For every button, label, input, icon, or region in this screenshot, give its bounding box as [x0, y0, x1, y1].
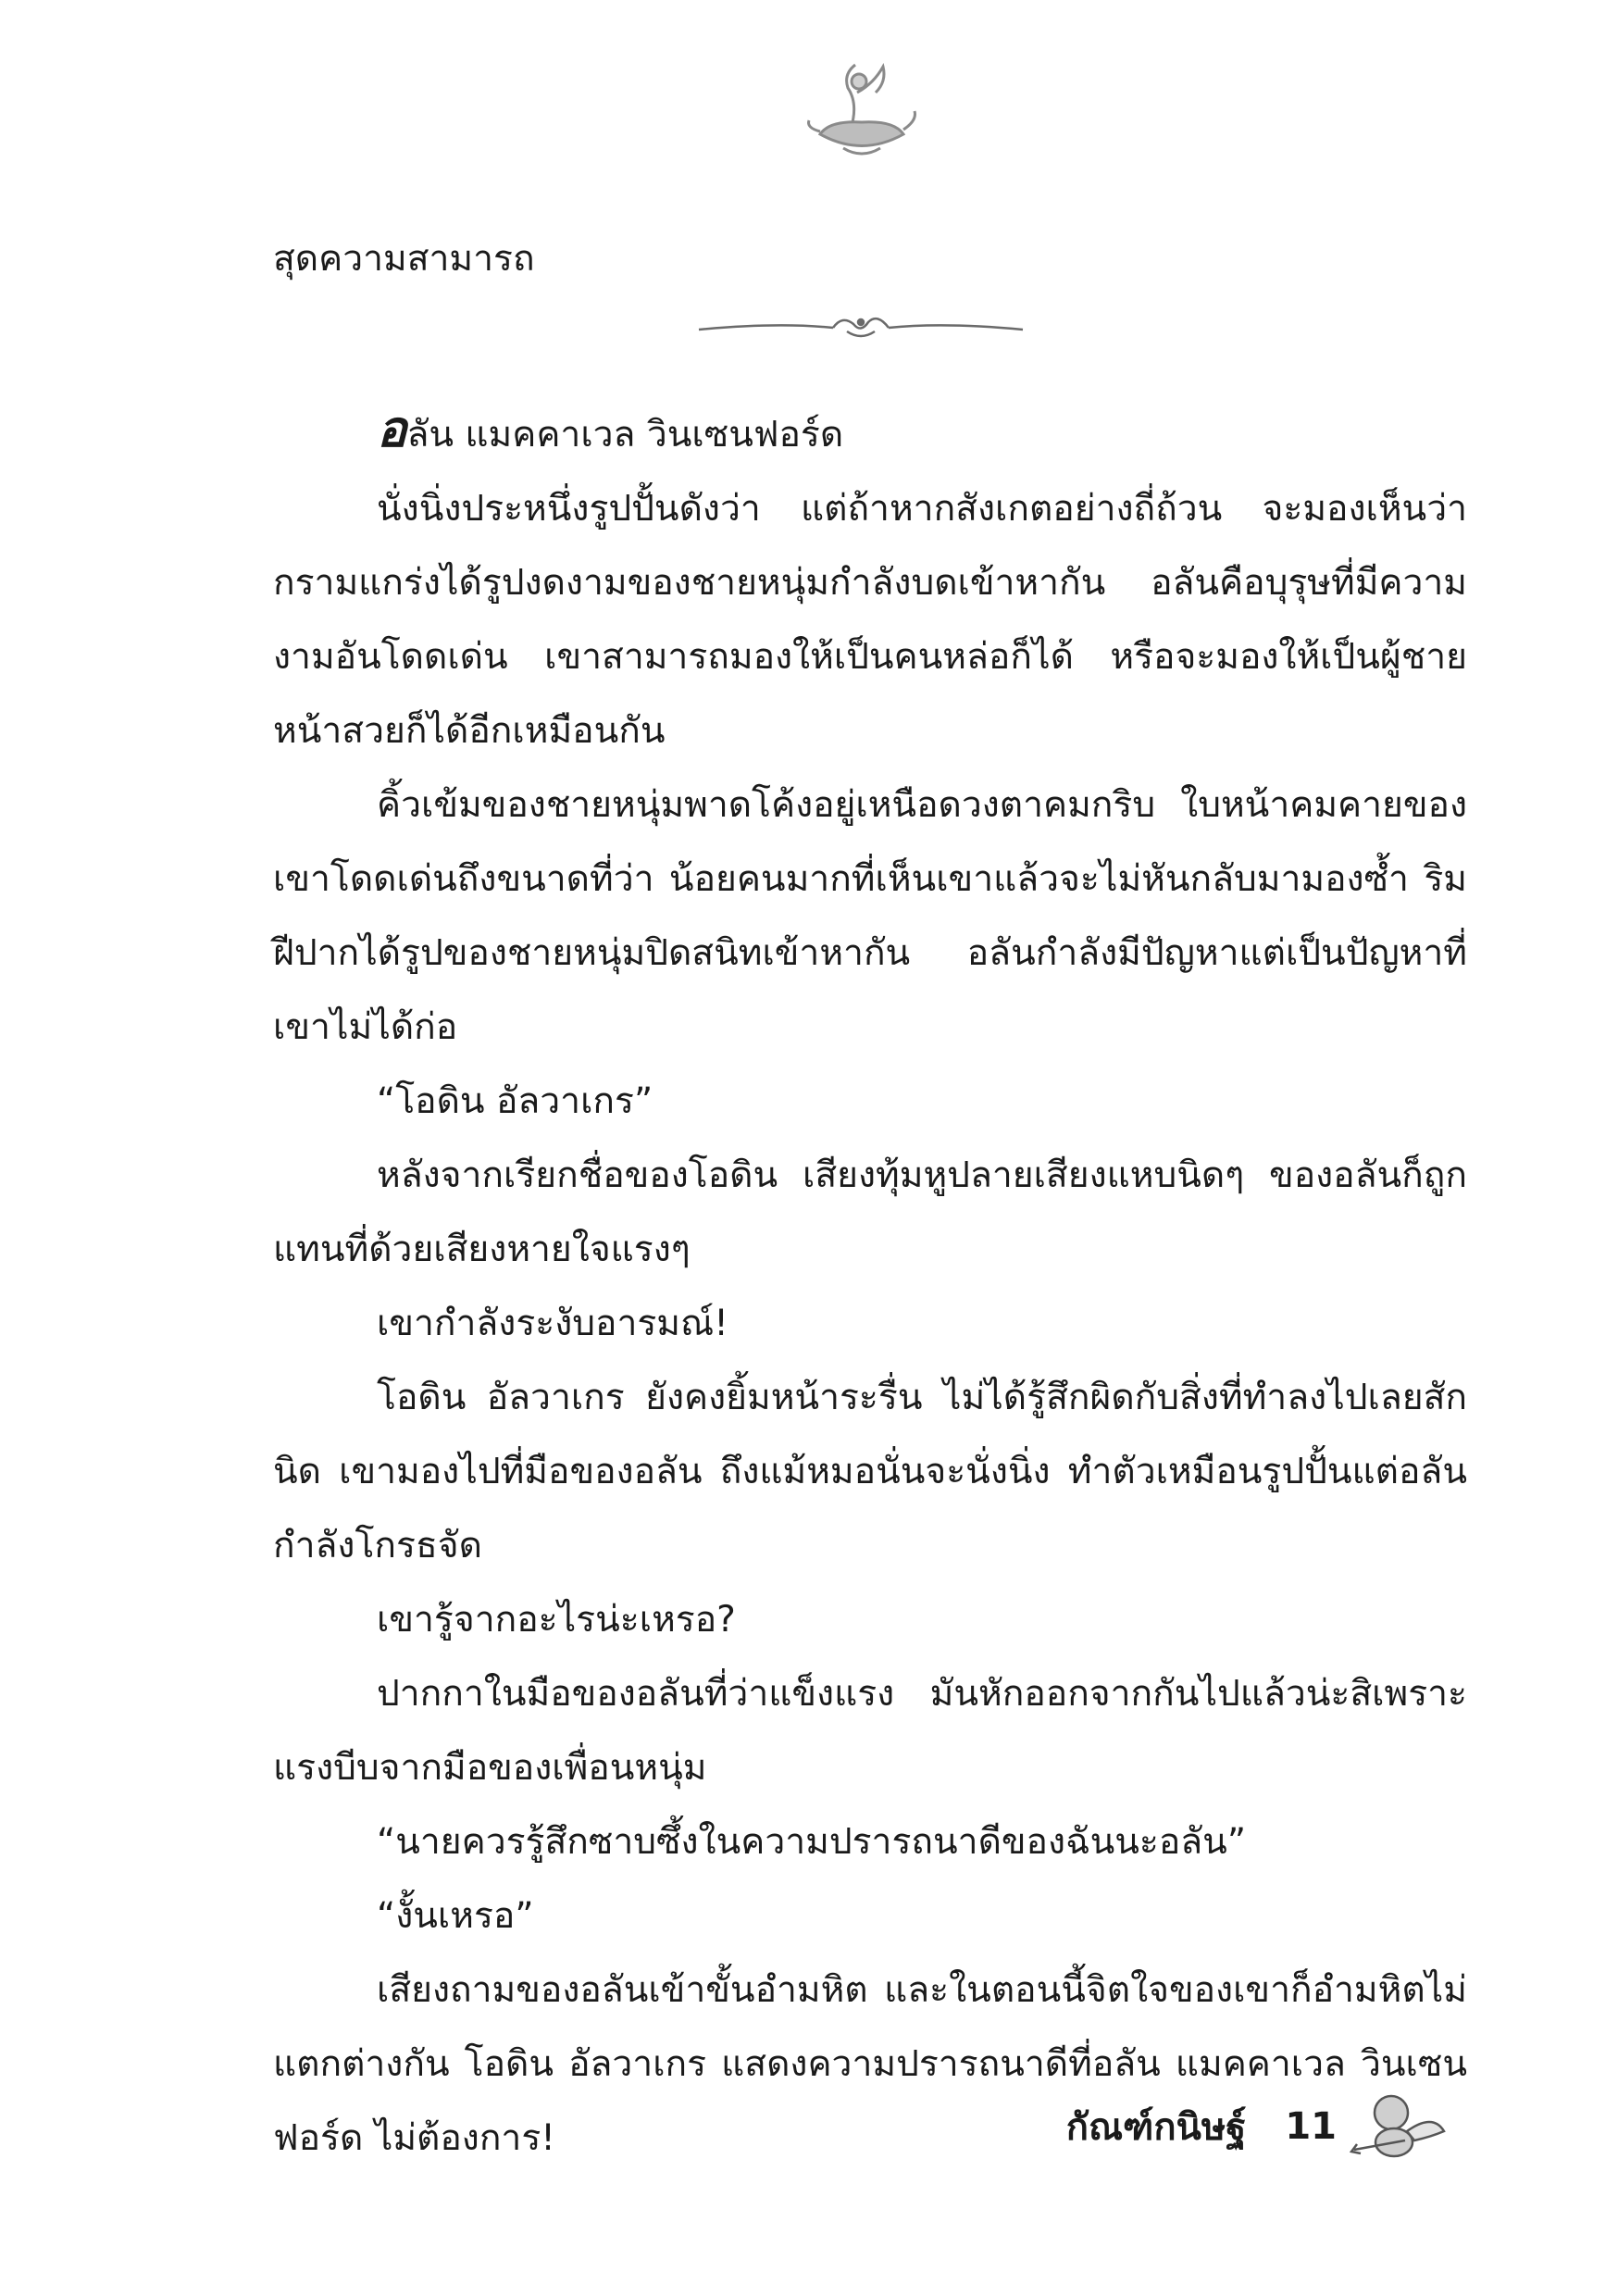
paragraph-7: โอดิน อัลวาเกร ยังคงยิ้มหน้าระรื่น ไม่ได้รู้สึกผิดกับสิ่งที่ทำลงไปเลยสักนิด เขามองไปที่มือของอลัน ถึงแม้หมอนั่นจะนั่งนิ่ง ทำตัวเหมือนรูปปั้นแต่อลันกำลังโกรธจัด — [273, 1377, 1467, 1566]
paragraph-3: คิ้วเข้มของชายหนุ่มพาดโค้งอยู่เหนือดวงตาคมกริบ ใบหน้าคมคายของเขาโดดเด่นถึงขนาดที่ว่า น้อยคนมากที่เห็นเขาแล้วจะไม่หันกลับมามองซ้ำ ริมฝีปากได้รูปของชายหนุ่มปิดสนิทเข้าหากัน อลันกำลังมีปัญหาแต่เป็นปัญหาที่เขาไม่ได้ก่อ — [273, 784, 1467, 1048]
cupid-icon — [1350, 2085, 1451, 2168]
book-title: กัณฑ์กนิษฐ์ — [1065, 2106, 1247, 2149]
paragraph-4: “โอดิน อัลวาเกร” — [377, 1080, 653, 1122]
dropcap: อ — [377, 400, 407, 458]
page-number: 11 — [1285, 2105, 1337, 2148]
paragraph-11: “งั้นเหรอ” — [377, 1895, 534, 1937]
paragraph-1: อลัน แมคคาเวล วินเซนฟอร์ด — [377, 400, 844, 458]
flourish-divider-icon — [694, 304, 1027, 350]
opening-line: สุดความสามารถ — [273, 238, 535, 280]
paragraph-12: เสียงถามของอลันเข้าขั้นอำมหิต และในตอนนี้จิตใจของเขาก็อำมหิตไม่แตกต่างกัน โอดิน อัลวาเกร แสดงความปรารถนาดีที่อลัน แมคคาเวล วินเซนฟอร์ด ไม่ต้องการ! — [273, 1969, 1467, 2159]
body-text — [273, 222, 1467, 2176]
paragraph-5: หลังจากเรียกชื่อของโอดิน เสียงทุ้มหูปลายเสียงแหบนิดๆ ของอลันก็ถูกแทนที่ด้วยเสียงหายใจแรงๆ — [273, 1154, 1467, 1270]
page-footer — [1066, 2085, 1451, 2168]
paragraph-10: “นายควรรู้สึกซาบซึ้งในความปรารถนาดีของฉันนะอลัน” — [377, 1821, 1247, 1863]
genie-lamp-icon — [802, 56, 922, 167]
paragraph-6: เขากำลังระงับอารมณ์! — [377, 1303, 728, 1344]
paragraph-8: เขารู้จากอะไรน่ะเหรอ? — [377, 1599, 736, 1641]
paragraph-2: นั่งนิ่งประหนึ่งรูปปั้นดังว่า แต่ถ้าหากสังเกตอย่างถี่ถ้วน จะมองเห็นว่ากรามแกร่งได้รูปงดงามของชายหนุ่มกำลังบดเข้าหากัน อลันคือบุรุษที่มีความงามอันโดดเด่น เขาสามารถมองให้เป็นคนหล่อก็ได้ หรือจะมองให้เป็นผู้ชายหน้าสวยก็ได้อีกเหมือนกัน — [273, 488, 1467, 752]
paragraph-9: ปากกาในมือของอลันที่ว่าแข็งแรง มันหักออกจากกันไปแล้วน่ะสิเพราะแรงบีบจากมือของเพื่อนหนุ่ม — [273, 1673, 1467, 1789]
